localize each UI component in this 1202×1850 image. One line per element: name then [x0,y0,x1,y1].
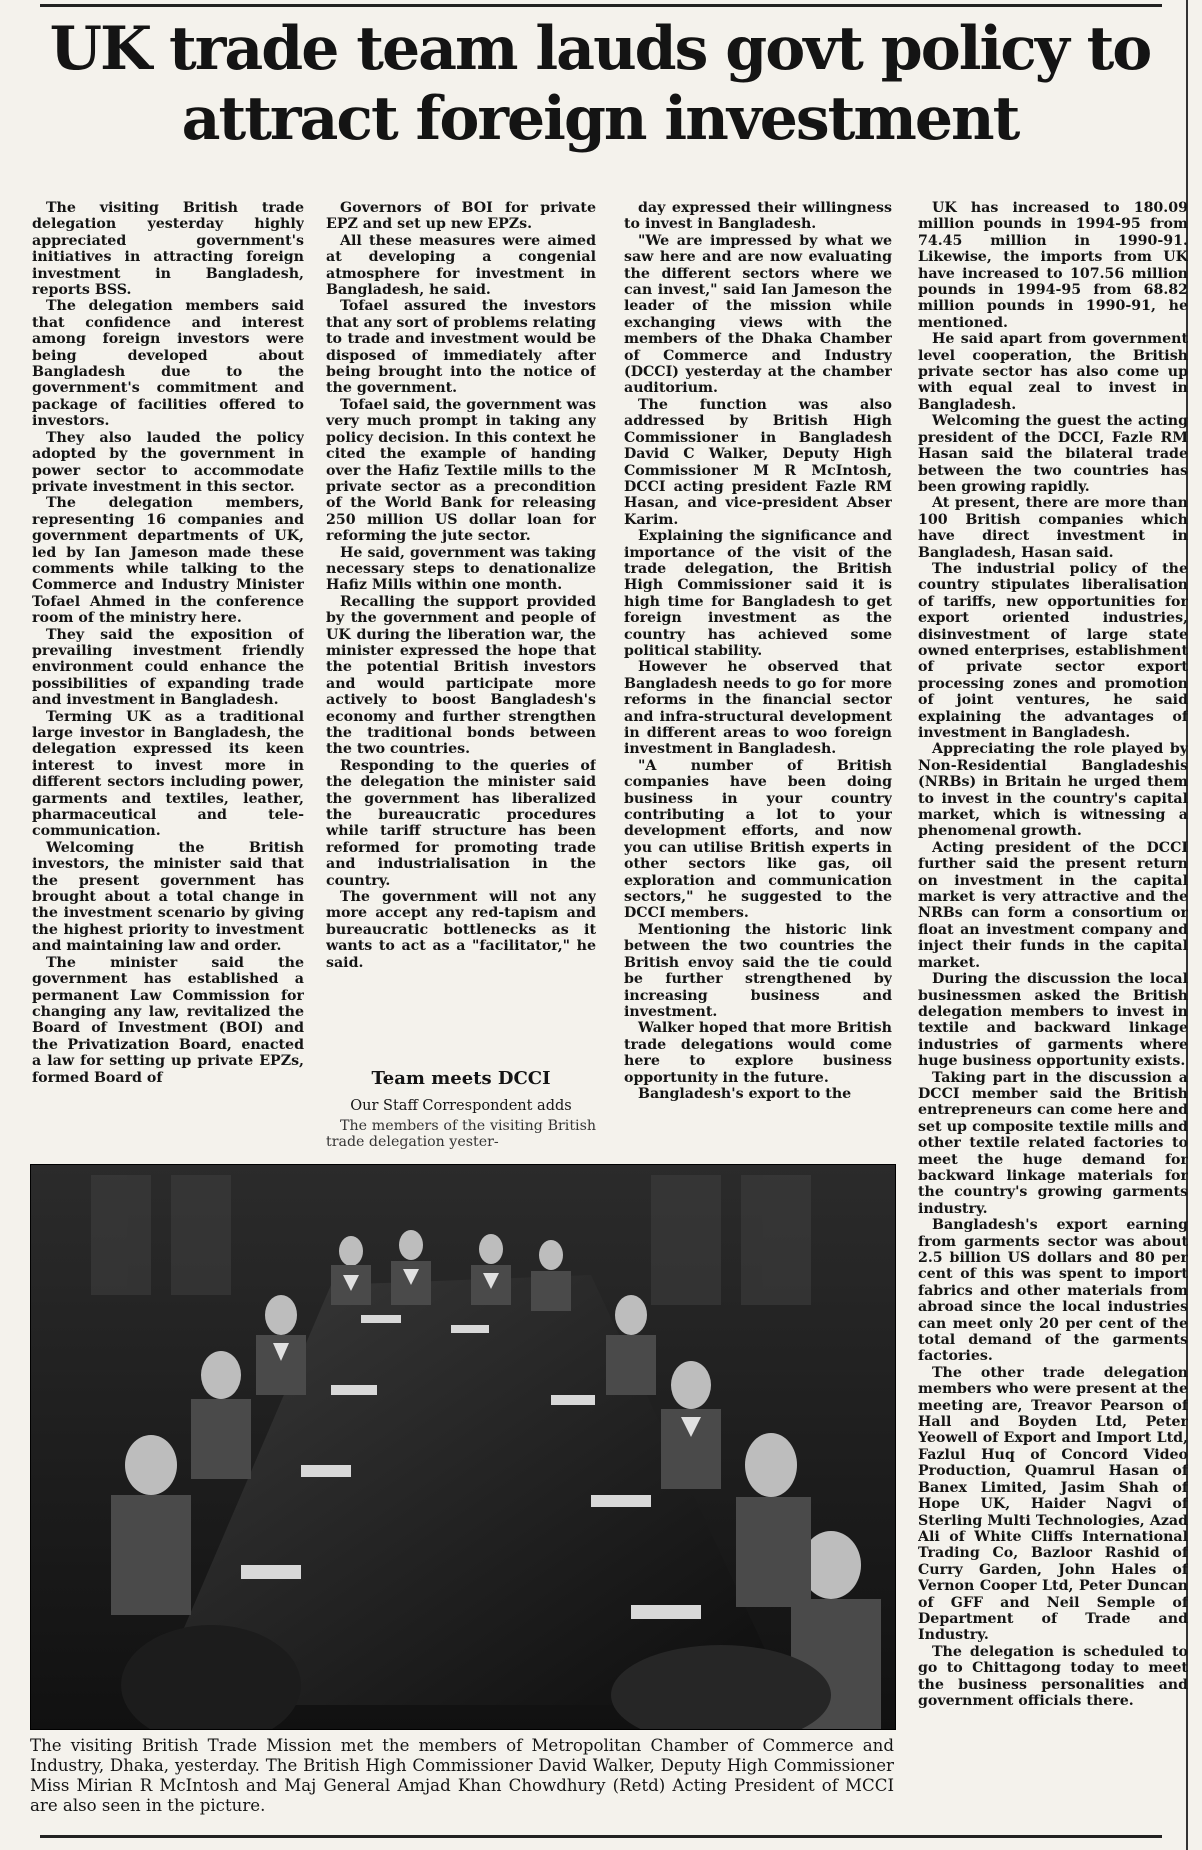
paragraph: Appreciating the role played by Non-Residential Bangladeshis (NRBs) in Britain he urged them to invest in the country's capital market, which is witnessing a phenomenal growth. [918,741,1188,840]
paragraph: Explaining the significance and importance of the visit of the trade delegation, the British High Commissioner said it is high time for Bangladesh to get foreign investment as the country has achieved some political stability. [624,528,892,659]
paragraph: Responding to the queries of the delegation the minister said the government has liberalized the bureaucratic procedures while tariff structure has been reformed for promoting trade and industrialisation in the country. [326,757,596,889]
paragraph: "We are impressed by what we saw here and are now evaluating the different sectors where we can invest," said Ian Jameson the leader of the mission while exchanging views with the members of the Dhaka Chamber of Commerce and Industry (DCCI) yesterday at the chamber auditorium. [624,232,892,397]
paragraph: The delegation is scheduled to go to Chittagong today to meet the business personalities and government officials there. [918,1643,1188,1709]
paragraph: Terming UK as a traditional large investor in Bangladesh, the delegation expressed its keen interest to invest more in different sectors including power, garments and textiles, leather, pharmaceutical and tele-communication. [32,708,304,840]
paragraph: They said the exposition of prevailing investment friendly environment could enhance the possibilities of expanding trade and investment in Bangladesh. [32,626,304,709]
paragraph: UK has increased to 180.09 million pounds in 1994-95 from 74.45 million in 1990-91. Likewise, the imports from UK have increased to 107.56 million pounds in 1994-95 from 68.82 million pounds in 1990-91, he mentioned. [918,200,1188,331]
headline: UK trade team lauds govt policy to attract foreign investment [49,14,1151,154]
paragraph: Mentioning the historic link between the two countries the British envoy said the tie could be further strengthened by increasing business and investment. [624,921,892,1020]
paragraph: They also lauded the policy adopted by the government in power sector to accommodate private investment in this sector. [32,429,304,495]
paragraph: All these measures were aimed at developing a congenial atmosphere for investment in Bangladesh, he said. [326,232,596,299]
paragraph: At present, there are more than 100 British companies which have direct investment in Bangladesh, Hasan said. [918,495,1188,561]
paragraph: He said, government was taking necessary steps to denationalize Hafiz Mills within one month. [326,544,596,594]
paragraph: The delegation members said that confidence and interest among foreign investors were being developed about Bangladesh due to the government's commitment and package of facilities offered to investors. [32,298,304,430]
paragraph: The industrial policy of the country stipulates liberalisation of tariffs, new opportunities for export oriented industries, disinvestment of large state owned enterprises, establishment of private sector export processing zones and promotion of joint ventures, he said explaining the advantages of investment in Bangladesh. [918,560,1188,741]
paragraph: The minister said the government has established a permanent Law Commission for changing any law, revitalized the Board of Investment (BOI) and the Privatization Board, enacted a law for setting up private EPZs, formed Board of [32,954,304,1086]
paragraph: The government will not any more accept any red-tapism and bureaucratic bottlenecks as it wants to act as a "facilitator," he said. [326,889,596,971]
byline: Our Staff Correspondent adds [350,1098,572,1114]
paragraph: Walker hoped that more British trade delegations would come here to explore business opportunity in the future. [624,1020,892,1086]
article-column-4 [918,200,1188,1850]
paragraph: Taking part in the discussion a DCCI member said the British entrepreneurs can come here and set up composite textile mills and other textile related factories to meet the huge demand for backward linkage materials for the country's growing garments industry. [918,1069,1188,1217]
article-column-2-continued [326,1118,596,1154]
paragraph: He said apart from government level cooperation, the British private sector has also come up with equal zeal to invest in Bangladesh. [918,331,1188,413]
subheading: Team meets DCCI [371,1068,551,1089]
paragraph: The delegation members, representing 16 companies and government departments of UK, led by Ian Jameson made these comments while talking to the Commerce and Industry Minister Tofael Ahmed in the conference room of the ministry here. [32,495,304,627]
paragraph: However he observed that Bangladesh needs to go for more reforms in the financial sector and infra-structural development in different areas to woo foreign investment in Bangladesh. [624,659,892,758]
paragraph: Bangladesh's export earning from garments sector was about 2.5 billion US dollars and 80 per cent of this was spent to import fabrics and other materials from abroad since the local industries can meet only 20 per cent of the total demand of the garments factories. [918,1217,1188,1365]
top-rule [40,4,1162,7]
article-column-2 [326,200,596,1060]
paragraph: Welcoming the guest the acting president of the DCCI, Fazle RM Hasan said the bilateral trade between the two countries has been growing rapidly. [918,413,1188,495]
bottom-rule [40,1835,1162,1838]
paragraph: Tofael said, the government was very much prompt in taking any policy decision. In this context he cited the example of handing over the Hafiz Textile mills to the private sector as a precondition of the World Bank for releasing 250 million US dollar loan for reforming the jute sector. [326,396,596,545]
paragraph: day expressed their willingness to invest in Bangladesh. [624,200,892,233]
article-column-3 [624,200,892,1160]
paragraph: During the discussion the local businessmen asked the British delegation members to invest in textile and backward linkage industries of garments where huge business opportunity exists. [918,971,1188,1070]
paragraph: Recalling the support provided by the government and people of UK during the liberation war, the minister expressed the hope that the potential British investors and would participate more actively to boost Bangladesh's economy and further strengthen the traditional bonds between the two countries. [326,593,596,758]
paragraph: The visiting British trade delegation yesterday highly appreciated government's initiatives in attracting foreign investment in Bangladesh, reports BSS. [32,200,304,299]
meeting-photo [30,1164,896,1730]
photo-caption: The visiting British Trade Mission met the members of Metropolitan Chamber of Commerce and Industry, Dhaka, yesterday. The British High Commissioner David Walker, Deputy High Commissioner Miss Mirian R McIntosh and Maj General Amjad Khan Chowdhury (Retd) Acting President of MCCI are also seen in the picture. [30,1736,894,1815]
paragraph: The other trade delegation members who were present at the meeting are, Treavor Pearson of Hall and Boyden Ltd, Peter Yeowell of Export and Import Ltd, Fazlul Huq of Concord Video Production, Quamrul Hasan of Banex Limited, Jasim Shah of Hope UK, Haider Nagvi of Sterling Multi Technologies, Azad Ali of White Cliffs International Trading Co, Bazloor Rashid of Curry Garden, John Hales of Vernon Cooper Ltd, Peter Duncan of GFF and Neil Semple of Department of Trade and Industry. [918,1364,1188,1644]
meeting-photo-image [31,1165,895,1729]
paragraph: Welcoming the British investors, the minister said that the present government has brought about a total change in the investment scenario by giving the highest priority to investment and maintaining law and order. [32,839,304,955]
paragraph: "A number of British companies have been doing business in your country contributing a lot to your development efforts, and now you can utilise British experts in other sectors like gas, oil exploration and communication sectors," he suggested to the DCCI members. [624,757,892,922]
paragraph: The members of the visiting British trade delegation yester- [326,1118,596,1151]
paragraph: Acting president of the DCCI further said the present return on investment in the capital market is very attractive and the NRBs can form a consortium or float an investment company and inject their funds in the capital market. [918,839,1188,971]
paragraph: Bangladesh's export to the [638,1085,852,1102]
paragraph: Governors of BOI for private EPZ and set up new EPZs. [326,200,596,233]
paragraph: Tofael assured the investors that any sort of problems relating to trade and investment would be disposed of immediately after being brought into the notice of the government. [326,298,596,397]
article-column-1 [32,200,304,1150]
paragraph: The function was also addressed by British High Commissioner in Bangladesh David C Walker, Deputy High Commissioner M R McIntosh, DCCI acting president Fazle RM Hasan, and vice-president Abser Karim. [624,396,892,528]
